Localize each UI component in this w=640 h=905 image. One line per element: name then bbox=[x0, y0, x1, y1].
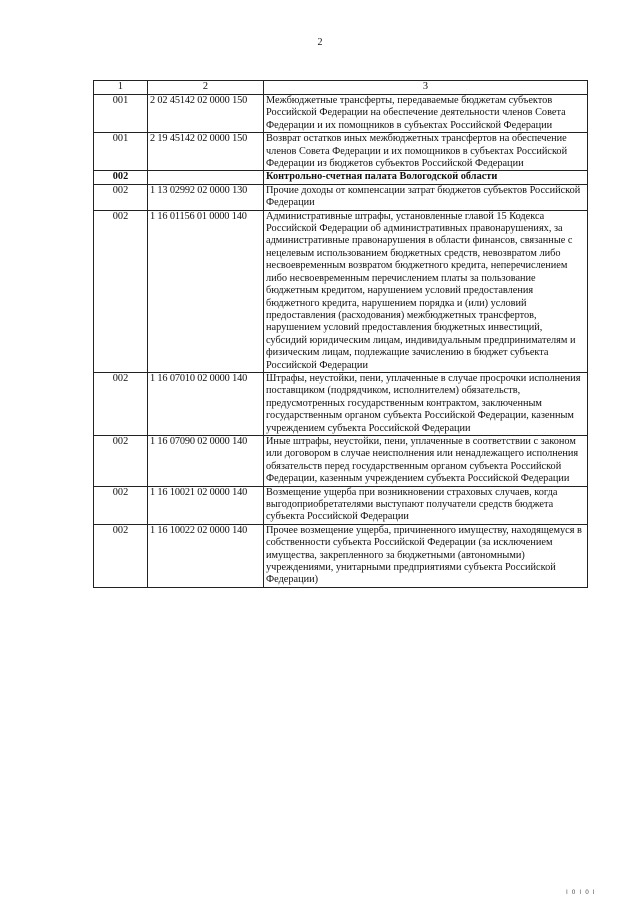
admin-code-cell: 002 bbox=[94, 435, 148, 486]
admin-code-cell: 002 bbox=[94, 486, 148, 524]
budget-code-cell: 2 02 45142 02 0000 150 bbox=[148, 95, 264, 133]
budget-code-cell: 1 16 10022 02 0000 140 bbox=[148, 524, 264, 587]
table-row bbox=[94, 133, 588, 171]
admin-code-cell: 002 bbox=[94, 171, 148, 184]
section-row bbox=[94, 171, 588, 184]
budget-code-cell bbox=[148, 171, 264, 184]
page-number: 2 bbox=[317, 37, 323, 48]
description-cell: Прочие доходы от компенсации затрат бюджетов субъектов Российской Федерации bbox=[264, 184, 588, 210]
description-cell: Прочее возмещение ущерба, причиненного имуществу, находящемуся в собственности субъекта Российской Федерации (за исключением имущества, закрепленного за бюджетными (автономными) учреждениями, унитарными предприятиями субъекта Российской Федерации) bbox=[264, 524, 588, 587]
section-title-cell: Контрольно-счетная палата Вологодской области bbox=[264, 171, 588, 184]
table-row bbox=[94, 210, 588, 372]
table-header-row bbox=[94, 81, 588, 95]
budget-code-cell: 2 19 45142 02 0000 150 bbox=[148, 133, 264, 171]
description-cell: Административные штрафы, установленные главой 15 Кодекса Российской Федерации об административных правонарушениях, за административные правонарушения в области финансов, связанные с нецелевым использованием бюджетных средств, невозвратом либо несвоевременным возвратом бюджетного кредита, неперечислением либо несвоевременным перечислением платы за пользование бюджетным кредитом, нарушением условий предоставления бюджетного кредита, нарушением порядка и (или) условий предоставления (расходования) межбюджетных трансфертов, нарушением условий предоставления бюджетных инвестиций, субсидий юридическим лицам, индивидуальным предпринимателям и физическим лицам, подлежащие зачислению в бюджет субъекта Российской Федерации bbox=[264, 210, 588, 372]
budget-code-cell: 1 16 07090 02 0000 140 bbox=[148, 435, 264, 486]
description-cell: Возврат остатков иных межбюджетных трансфертов на обеспечение членов Совета Федерации и их помощников в субъектах Российской Федерации из бюджетов субъектов Российской Федерации bbox=[264, 133, 588, 171]
admin-code-cell: 002 bbox=[94, 372, 148, 435]
column-header-2: 2 bbox=[148, 81, 264, 95]
table-row bbox=[94, 486, 588, 524]
description-cell: Возмещение ущерба при возникновении страховых случаев, когда выгодоприобретателями выступают получатели средств бюджета субъекта Российской Федерации bbox=[264, 486, 588, 524]
footer-mark: I 0 I 0 I bbox=[566, 889, 596, 896]
budget-code-cell: 1 13 02992 02 0000 130 bbox=[148, 184, 264, 210]
budget-code-cell: 1 16 07010 02 0000 140 bbox=[148, 372, 264, 435]
table-row bbox=[94, 95, 588, 133]
admin-code-cell: 002 bbox=[94, 524, 148, 587]
admin-code-cell: 002 bbox=[94, 210, 148, 372]
column-header-3: 3 bbox=[264, 81, 588, 95]
table-row bbox=[94, 184, 588, 210]
admin-code-cell: 002 bbox=[94, 184, 148, 210]
budget-code-cell: 1 16 10021 02 0000 140 bbox=[148, 486, 264, 524]
admin-code-cell: 001 bbox=[94, 133, 148, 171]
description-cell: Межбюджетные трансферты, передаваемые бюджетам субъектов Российской Федерации на обеспечение деятельности членов Совета Федерации и их помощников в субъектах Российской Федерации bbox=[264, 95, 588, 133]
table-row bbox=[94, 372, 588, 435]
budget-codes-table bbox=[93, 80, 588, 588]
description-cell: Иные штрафы, неустойки, пени, уплаченные в соответствии с законом или договором в случае неисполнения или ненадлежащего исполнения обязательств перед государственным органом субъекта Российской Федерации, казенным учреждением субъекта Российской Федерации bbox=[264, 435, 588, 486]
table-row bbox=[94, 524, 588, 587]
budget-code-cell: 1 16 01156 01 0000 140 bbox=[148, 210, 264, 372]
column-header-1: 1 bbox=[94, 81, 148, 95]
table-row bbox=[94, 435, 588, 486]
admin-code-cell: 001 bbox=[94, 95, 148, 133]
description-cell: Штрафы, неустойки, пени, уплаченные в случае просрочки исполнения поставщиком (подрядчиком, исполнителем) обязательств, предусмотренных государственным контрактом, заключенным государственным органом субъекта Российской Федерации, казенным учреждением субъекта Российской Федерации bbox=[264, 372, 588, 435]
